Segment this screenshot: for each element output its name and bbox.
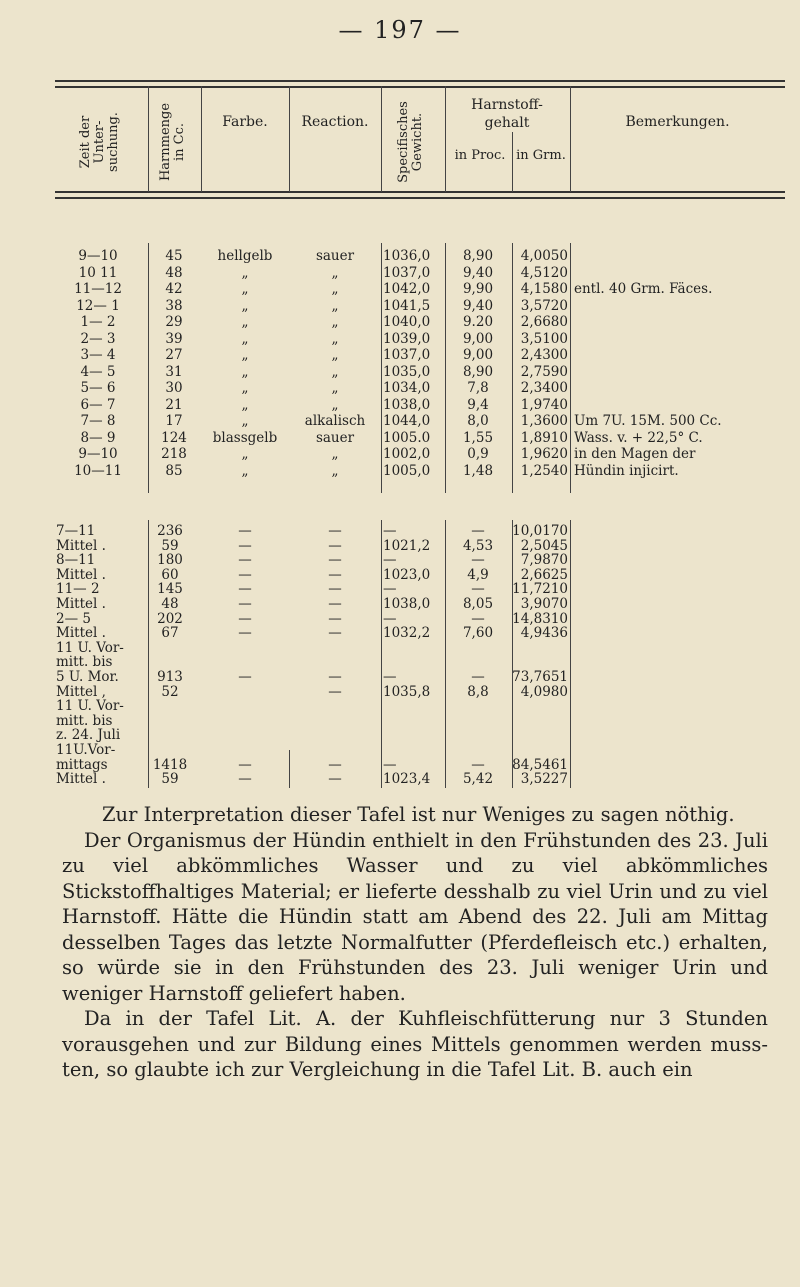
cell-gravity: — [383, 669, 397, 685]
cell-time: 7— 8 [80, 413, 116, 429]
table-row [0, 743, 800, 758]
cell-grm: 14,8310 [512, 610, 568, 627]
cell-proc: 4,9 [467, 566, 489, 583]
cell-proc: 9,40 [462, 264, 494, 281]
cell-reaction: — [328, 581, 342, 598]
cell-grm: 1,3600 [520, 413, 568, 429]
cell-grm: 2,4300 [520, 347, 568, 363]
cell-time: 11 U. Vor- [56, 698, 124, 715]
table-row [0, 381, 800, 396]
cell-color: — [238, 669, 252, 685]
cell-time: 4— 5 [80, 363, 116, 380]
cell-color: hellgelb [217, 248, 273, 264]
cell-reaction: „ [331, 462, 339, 479]
cell-volume: 202 [157, 610, 183, 627]
table-row [0, 728, 800, 743]
cell-proc: 4,53 [462, 537, 494, 554]
cell-color: „ [241, 297, 249, 314]
cell-color: — [238, 566, 252, 583]
paragraph-3: Da in der Tafel Lit. A. der Kuhfleischfütterung nur 3 Stunden vorausgehen und zur Bildung eines Mittels genommen werden muss-ten, so glaubte ich zur Vergleichung in die Tafel Lit. B. auch ein [62, 1007, 768, 1081]
cell-volume: 45 [165, 248, 183, 264]
cell-grm: 4,1580 [520, 281, 568, 297]
cell-color: — [238, 610, 252, 627]
header-sep-4 [381, 86, 382, 192]
cell-reaction: — [328, 537, 342, 554]
header-gravity: Specifisches Gewicht. [396, 101, 425, 183]
cell-color: „ [241, 330, 249, 347]
cell-color: „ [241, 281, 249, 297]
cell-color: „ [241, 462, 249, 479]
cell-volume: 59 [161, 537, 179, 554]
paragraph-1: Zur Interpretation dieser Tafel ist nur Weniges zu sagen nöthig. [102, 803, 735, 826]
cell-color: — [238, 771, 252, 788]
cell-color: blassgelb [212, 429, 278, 446]
cell-reaction: sauer [315, 248, 355, 264]
cell-volume: 31 [165, 363, 183, 380]
cell-color: „ [241, 446, 249, 462]
cell-volume: 42 [165, 281, 183, 297]
cell-proc: 9,40 [462, 297, 494, 314]
cell-grm: 2,5045 [520, 537, 568, 554]
cell-reaction: — [328, 552, 342, 569]
header-bottom-rule [55, 191, 785, 193]
cell-color: — [238, 537, 252, 554]
table-row [0, 464, 800, 479]
cell-grm: 1,9620 [520, 446, 568, 462]
cell-time: 7—11 [56, 523, 96, 539]
cell-gravity: 1002,0 [383, 446, 431, 462]
cell-volume: 180 [157, 552, 183, 569]
cell-proc: — [471, 581, 485, 598]
cell-time: Mittel . [56, 596, 106, 612]
cell-grm: 1,2540 [520, 462, 568, 479]
cell-grm: 1,9740 [520, 396, 568, 413]
table-row [0, 539, 800, 554]
body-text [62, 802, 768, 1083]
table-row [0, 641, 800, 656]
table-row [0, 597, 800, 612]
cell-volume: 59 [161, 771, 179, 788]
cell-reaction: — [328, 669, 342, 685]
cell-gravity: — [383, 610, 397, 627]
cell-proc: — [471, 669, 485, 685]
cell-reaction: „ [331, 347, 339, 363]
cell-reaction: „ [331, 446, 339, 462]
table-row [0, 299, 800, 314]
cell-time: 10—11 [74, 462, 122, 479]
cell-volume: 48 [161, 596, 179, 612]
cell-reaction: — [328, 610, 342, 627]
cell-color: „ [241, 380, 249, 396]
table-row [0, 365, 800, 380]
cell-proc: — [471, 756, 485, 773]
cell-time: 8—11 [56, 552, 96, 569]
table-row [0, 249, 800, 264]
cell-grm: 2,6680 [520, 314, 568, 330]
paragraph-2: Der Organismus der Hündin enthielt in den Frühstunden des 23. Juli zu viel abkömmliches Wasser und zu viel abkömmliches Stickstoffhaltiges Material; er lieferte desshalb zu viel Urin und zu viel Harnstoff. Hätte die Hündin statt am Abend des 22. Juli am Mittag desselben Tages das letzte Normalfutter (Pferdefleisch etc.) erhalten, so würde sie in den Frühstunden des 23. Juli weniger Urin und weniger Harnstoff geliefert haben. [62, 828, 768, 1005]
table-row [0, 414, 800, 429]
table-row [0, 568, 800, 583]
cell-proc: 1,55 [462, 429, 494, 446]
table-top-rule-inner [55, 86, 785, 88]
cell-gravity: 1023,4 [383, 771, 431, 788]
cell-time: 11—12 [74, 281, 122, 297]
cell-color: — [238, 756, 252, 773]
table-hourly [0, 249, 800, 489]
cell-time: mittags [56, 756, 108, 773]
cell-grm: 2,3400 [520, 380, 568, 396]
cell-time: 11— 2 [56, 581, 100, 598]
cell-time: mitt. bis [56, 654, 113, 671]
cell-gravity: 1035,0 [383, 363, 431, 380]
cell-volume: 145 [157, 581, 183, 598]
cell-grm: 1,8910 [520, 429, 568, 446]
cell-time: 1— 2 [80, 314, 116, 330]
cell-proc: 7,8 [467, 380, 489, 396]
cell-grm: 84,5461 [512, 756, 568, 773]
cell-remark: Hündin injicirt. [574, 462, 679, 479]
cell-gravity: 1036,0 [383, 248, 431, 264]
cell-gravity: — [383, 756, 397, 773]
cell-volume: 218 [161, 446, 187, 462]
cell-gravity: 1021,2 [383, 537, 431, 554]
table-top-rule [55, 80, 785, 82]
cell-grm: 3,5100 [520, 330, 568, 347]
header-bottom-rule-inner [55, 197, 785, 199]
cell-time: 5— 6 [80, 380, 116, 396]
cell-time: 8— 9 [80, 429, 116, 446]
cell-reaction: — [328, 625, 342, 642]
cell-proc: 9,4 [467, 396, 489, 413]
table-row [0, 772, 800, 787]
cell-time: 9—10 [78, 248, 118, 264]
cell-volume: 48 [165, 264, 183, 281]
cell-grm: 3,5720 [520, 297, 568, 314]
cell-volume: 124 [161, 429, 187, 446]
table-row [0, 431, 800, 446]
header-urea-grm: in Grm. [516, 148, 566, 163]
cell-gravity: 1005,0 [383, 462, 431, 479]
cell-time: 11 U. Vor- [56, 639, 124, 656]
cell-remark: Um 7U. 15M. 500 Cc. [574, 413, 722, 429]
cell-volume: 85 [165, 462, 183, 479]
cell-volume: 29 [165, 314, 183, 330]
cell-grm: 7,9870 [520, 552, 568, 569]
cell-proc: — [471, 523, 485, 539]
table-row [0, 315, 800, 330]
cell-reaction: „ [331, 264, 339, 281]
cell-proc: 8,05 [462, 596, 494, 612]
cell-time: 10 11 [78, 264, 118, 281]
cell-grm: 4,0050 [520, 248, 568, 264]
cell-proc: 7,60 [462, 625, 494, 642]
table-row [0, 348, 800, 363]
cell-proc: 8,8 [467, 683, 489, 700]
cell-color: — [238, 625, 252, 642]
cell-color: „ [241, 363, 249, 380]
cell-gravity: 1038,0 [383, 396, 431, 413]
cell-reaction: „ [331, 297, 339, 314]
cell-color: — [238, 552, 252, 569]
cell-grm: 73,7651 [512, 669, 568, 685]
cell-proc: 1,48 [462, 462, 494, 479]
cell-time: 6— 7 [80, 396, 116, 413]
cell-volume: 67 [161, 625, 179, 642]
cell-gravity: 1039,0 [383, 330, 431, 347]
cell-proc: 9,00 [462, 330, 494, 347]
cell-grm: 4,5120 [520, 264, 568, 281]
cell-reaction: alkalisch [304, 413, 366, 429]
table-row [0, 714, 800, 729]
cell-color: „ [241, 413, 249, 429]
cell-reaction: „ [331, 363, 339, 380]
cell-gravity: 1042,0 [383, 281, 431, 297]
cell-gravity: 1037,0 [383, 347, 431, 363]
cell-grm: 4,0980 [520, 683, 568, 700]
cell-volume: 17 [165, 413, 183, 429]
cell-volume: 52 [161, 683, 179, 700]
cell-reaction: sauer [315, 429, 355, 446]
cell-gravity: — [383, 523, 397, 539]
cell-color: — [238, 581, 252, 598]
cell-volume: 60 [161, 566, 179, 583]
cell-color: „ [241, 347, 249, 363]
cell-reaction: — [328, 523, 342, 539]
page-number: — 197 — [338, 16, 462, 44]
header-time: Zeit der Unter- suchung. [78, 112, 121, 172]
header-urea-proc: in Proc. [454, 148, 506, 163]
cell-time: 3— 4 [80, 347, 116, 363]
cell-reaction: „ [331, 380, 339, 396]
cell-remark: Wass. v. + 22,5° C. [574, 429, 703, 446]
cell-proc: 0,9 [467, 446, 489, 462]
cell-volume: 236 [157, 523, 183, 539]
cell-volume: 21 [165, 396, 183, 413]
cell-proc: 8,0 [467, 413, 489, 429]
cell-reaction: — [328, 771, 342, 788]
cell-gravity: 1038,0 [383, 596, 431, 612]
cell-grm: 3,9070 [520, 596, 568, 612]
cell-remark: entl. 40 Grm. Fäces. [574, 281, 713, 297]
cell-time: Mittel , [56, 683, 106, 700]
cell-time: 9—10 [78, 446, 118, 462]
cell-volume: 38 [165, 297, 183, 314]
cell-gravity: — [383, 581, 397, 598]
cell-gravity: 1044,0 [383, 413, 431, 429]
cell-reaction: — [328, 683, 342, 700]
cell-gravity: 1034,0 [383, 380, 431, 396]
cell-proc: 9.20 [462, 314, 494, 330]
header-volume: Harnmenge in Cc. [158, 102, 187, 182]
cell-time: 5 U. Mor. [56, 669, 119, 685]
cell-reaction: — [328, 566, 342, 583]
cell-grm: 10,0170 [512, 523, 568, 539]
cell-color: — [238, 596, 252, 612]
cell-time: 12— 1 [76, 297, 120, 314]
cell-time: Mittel . [56, 566, 106, 583]
table-row [0, 266, 800, 281]
cell-reaction: „ [331, 314, 339, 330]
cell-proc: — [471, 552, 485, 569]
table-row [0, 626, 800, 641]
cell-proc: — [471, 610, 485, 627]
header-urea: Harnstoff-gehalt [471, 97, 543, 131]
cell-grm: 3,5227 [520, 771, 568, 788]
cell-gravity: 1040,0 [383, 314, 431, 330]
table-row [0, 282, 800, 297]
table-row [0, 553, 800, 568]
cell-gravity: — [383, 552, 397, 569]
cell-color: „ [241, 396, 249, 413]
header-sep-3 [289, 86, 290, 192]
cell-volume: 27 [165, 347, 183, 363]
table-row [0, 332, 800, 347]
table-summary [0, 524, 800, 794]
cell-gravity: 1023,0 [383, 566, 431, 583]
cell-gravity: 1037,0 [383, 264, 431, 281]
cell-volume: 1418 [152, 756, 188, 773]
table-row [0, 699, 800, 714]
cell-time: Mittel . [56, 771, 106, 788]
table-row [0, 447, 800, 462]
cell-time: z. 24. Juli [56, 727, 121, 744]
cell-reaction: „ [331, 330, 339, 347]
cell-gravity: 1041,5 [383, 297, 431, 314]
cell-proc: 5,42 [462, 771, 494, 788]
cell-color: — [238, 523, 252, 539]
cell-time: Mittel . [56, 625, 106, 642]
header-color: Farbe. [222, 114, 268, 130]
cell-proc: 8,90 [462, 363, 494, 380]
cell-time: mitt. bis [56, 712, 113, 729]
cell-time: Mittel . [56, 537, 106, 554]
header-sep-7 [570, 86, 571, 192]
cell-grm: 4,9436 [520, 625, 568, 642]
cell-gravity: 1035,8 [383, 683, 431, 700]
cell-grm: 11,7210 [512, 581, 568, 598]
table-row [0, 524, 800, 539]
cell-reaction: „ [331, 396, 339, 413]
header-sep-1 [148, 86, 149, 192]
cell-proc: 8,90 [462, 248, 494, 264]
cell-volume: 913 [157, 669, 183, 685]
cell-volume: 39 [165, 330, 183, 347]
header-reaction: Reaction. [301, 114, 369, 130]
cell-gravity: 1005.0 [383, 429, 431, 446]
cell-proc: 9,90 [462, 281, 494, 297]
header-sep-2 [201, 86, 202, 192]
cell-color: „ [241, 264, 249, 281]
cell-color: „ [241, 314, 249, 330]
cell-reaction: — [328, 756, 342, 773]
header-remarks: Bemerkungen. [625, 114, 730, 130]
cell-reaction: — [328, 596, 342, 612]
cell-time: 2— 5 [56, 610, 91, 627]
cell-volume: 30 [165, 380, 183, 396]
table-row [0, 670, 800, 685]
table-row [0, 655, 800, 670]
cell-reaction: „ [331, 281, 339, 297]
cell-grm: 2,6625 [520, 566, 568, 583]
cell-time: 2— 3 [80, 330, 116, 347]
cell-time: 11U.Vor- [56, 742, 116, 758]
cell-proc: 9,00 [462, 347, 494, 363]
cell-remark: in den Magen der [574, 446, 696, 462]
cell-grm: 2,7590 [520, 363, 568, 380]
cell-gravity: 1032,2 [383, 625, 431, 642]
header-sep-5 [445, 86, 446, 192]
table-row [0, 398, 800, 413]
